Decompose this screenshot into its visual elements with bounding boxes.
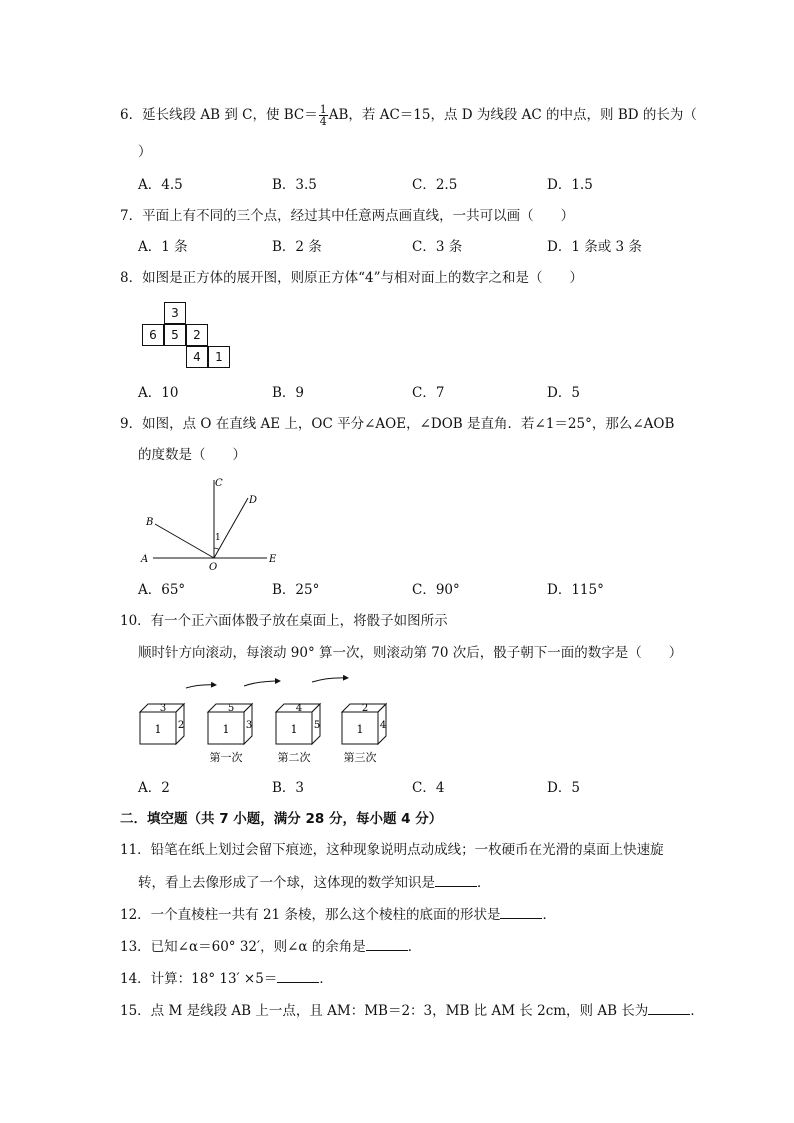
question-8: 8．如图是正方体的展开图，则原正方体“4”与相对面上的数字之和是（ ） xyxy=(120,270,583,286)
q6-text-pre: 6．延长线段 AB 到 C，使 BC＝ xyxy=(120,107,318,123)
q15-text: 15．点 M 是线段 AB 上一点，且 AM：MB＝2：3，MB 比 AM 长 2cm，则 AB 长为 xyxy=(120,1003,649,1019)
net-cell: 4 xyxy=(186,346,208,368)
label-e: E xyxy=(269,554,277,565)
die-caption: 第二次 xyxy=(277,751,311,764)
label-c: C xyxy=(215,478,223,489)
die-front-number: 1 xyxy=(154,723,162,736)
label-a: A xyxy=(141,554,149,565)
die-side-number: 4 xyxy=(379,720,387,731)
q9-option-d: D．115° xyxy=(547,582,604,598)
q10-option-d: D．5 xyxy=(547,780,580,796)
q13-end: ． xyxy=(407,939,422,955)
q7-option-c: C．3 条 xyxy=(412,239,463,255)
q9-continuation: 的度数是（ ） xyxy=(138,447,246,463)
net-cell: 6 xyxy=(142,324,164,346)
q9-option-c: C．90° xyxy=(412,582,460,598)
q14-text: 14．计算：18° 13′ ×5＝ xyxy=(120,971,278,987)
q6-close-paren: ） xyxy=(138,144,152,160)
label-o: O xyxy=(209,562,218,573)
q13-text: 13．已知∠α＝60° 32′，则∠α 的余角是 xyxy=(120,939,366,955)
die-front-number: 1 xyxy=(356,723,364,736)
q10-continuation: 顺时针方向滚动，每滚动 90° 算一次，则滚动第 70 次后，骰子朝下一面的数字是（ ） xyxy=(138,645,683,661)
q7-option-a: A．1 条 xyxy=(138,239,188,255)
section-2-title: 二．填空题（共 7 小题，满分 28 分，每小题 4 分） xyxy=(120,811,443,827)
q6-text-post: AB，若 AC＝15，点 D 为线段 AC 的中点，则 BD 的长为（ xyxy=(328,107,697,123)
answer-blank[interactable] xyxy=(366,936,408,951)
die-caption: 第一次 xyxy=(209,751,243,764)
q11-end: ． xyxy=(477,875,491,891)
question-7: 7．平面上有不同的三个点，经过其中任意两点画直线，一共可以画（ ） xyxy=(120,208,575,224)
net-cell: 5 xyxy=(164,324,186,346)
die-1 xyxy=(208,703,252,744)
q6-fraction xyxy=(319,104,328,127)
q11-continuation xyxy=(138,872,491,893)
q6-option-c: C．2.5 xyxy=(412,177,458,193)
die-2 xyxy=(276,703,320,744)
roll-arrow xyxy=(186,685,216,688)
question-6 xyxy=(120,104,697,127)
question-10: 10．有一个正六面体骰子放在桌面上，将骰子如图所示 xyxy=(120,613,448,629)
angle-figure xyxy=(135,474,285,574)
angle-1-arc xyxy=(214,548,219,550)
q8-option-b: B．9 xyxy=(272,385,305,401)
die-caption: 第三次 xyxy=(343,751,377,764)
label-d: D xyxy=(249,495,258,506)
q8-option-a: A．10 xyxy=(138,385,179,401)
q6-frac-den: 4 xyxy=(319,115,327,128)
dice-rolling-figure xyxy=(130,670,400,770)
net-cell: 1 xyxy=(208,346,230,368)
answer-blank[interactable] xyxy=(277,968,319,983)
label-angle-1: 1 xyxy=(215,533,221,543)
answer-blank[interactable] xyxy=(500,904,542,919)
roll-arrow xyxy=(244,681,280,686)
die-3 xyxy=(342,703,386,744)
roll-arrow xyxy=(312,678,348,682)
die-front-number: 1 xyxy=(290,723,298,736)
q7-option-b: B．2 条 xyxy=(272,239,322,255)
answer-blank[interactable] xyxy=(435,872,477,887)
q8-option-c: C．7 xyxy=(412,385,445,401)
q10-option-b: B．3 xyxy=(272,780,305,796)
die-top-number: 2 xyxy=(361,703,369,714)
q11-cont-text: 转，看上去像形成了一个球，这体现的数学知识是 xyxy=(138,875,435,891)
question-12 xyxy=(120,904,556,925)
die-side-number: 2 xyxy=(177,720,185,731)
answer-blank[interactable] xyxy=(648,1000,690,1015)
die-top-number: 4 xyxy=(295,703,303,714)
q9-option-b: B．25° xyxy=(272,582,320,598)
question-13 xyxy=(120,936,421,957)
q6-option-b: B．3.5 xyxy=(272,177,317,193)
question-9: 9．如图，点 O 在直线 AE 上，OC 平分∠AOE，∠DOB 是直角．若∠1＝25°，那么∠AOB xyxy=(120,416,675,432)
die-side-number: 5 xyxy=(313,720,321,731)
q6-option-a: A．4.5 xyxy=(138,177,183,193)
q12-text: 12．一个直棱柱一共有 21 条棱，那么这个棱柱的底面的形状是 xyxy=(120,907,501,923)
q10-option-c: C．4 xyxy=(412,780,445,796)
q6-frac-num: 1 xyxy=(319,103,327,116)
net-cell: 2 xyxy=(186,324,208,346)
net-cell: 3 xyxy=(164,302,186,324)
question-11: 11．铅笔在纸上划过会留下痕迹，这种现象说明点动成线；一枚硬币在光滑的桌面上快速旋 xyxy=(120,842,664,858)
q14-end: ． xyxy=(319,971,333,987)
die-front-number: 1 xyxy=(222,723,230,736)
die-top-number: 5 xyxy=(227,703,235,714)
q8-option-d: D．5 xyxy=(547,385,580,401)
label-b: B xyxy=(146,517,154,528)
q7-option-d: D．1 条或 3 条 xyxy=(547,239,642,255)
ray-od xyxy=(214,498,248,558)
die-top-number: 3 xyxy=(159,703,167,714)
question-14 xyxy=(120,968,333,989)
ray-ob xyxy=(155,524,214,558)
die-side-number: 3 xyxy=(245,720,253,731)
q15-end: ． xyxy=(690,1003,704,1019)
q10-option-a: A．2 xyxy=(138,780,170,796)
q9-option-a: A．65° xyxy=(138,582,186,598)
question-15 xyxy=(120,1000,704,1021)
die-0 xyxy=(140,703,184,744)
q12-end: ． xyxy=(542,907,556,923)
q6-option-d: D．1.5 xyxy=(547,177,593,193)
